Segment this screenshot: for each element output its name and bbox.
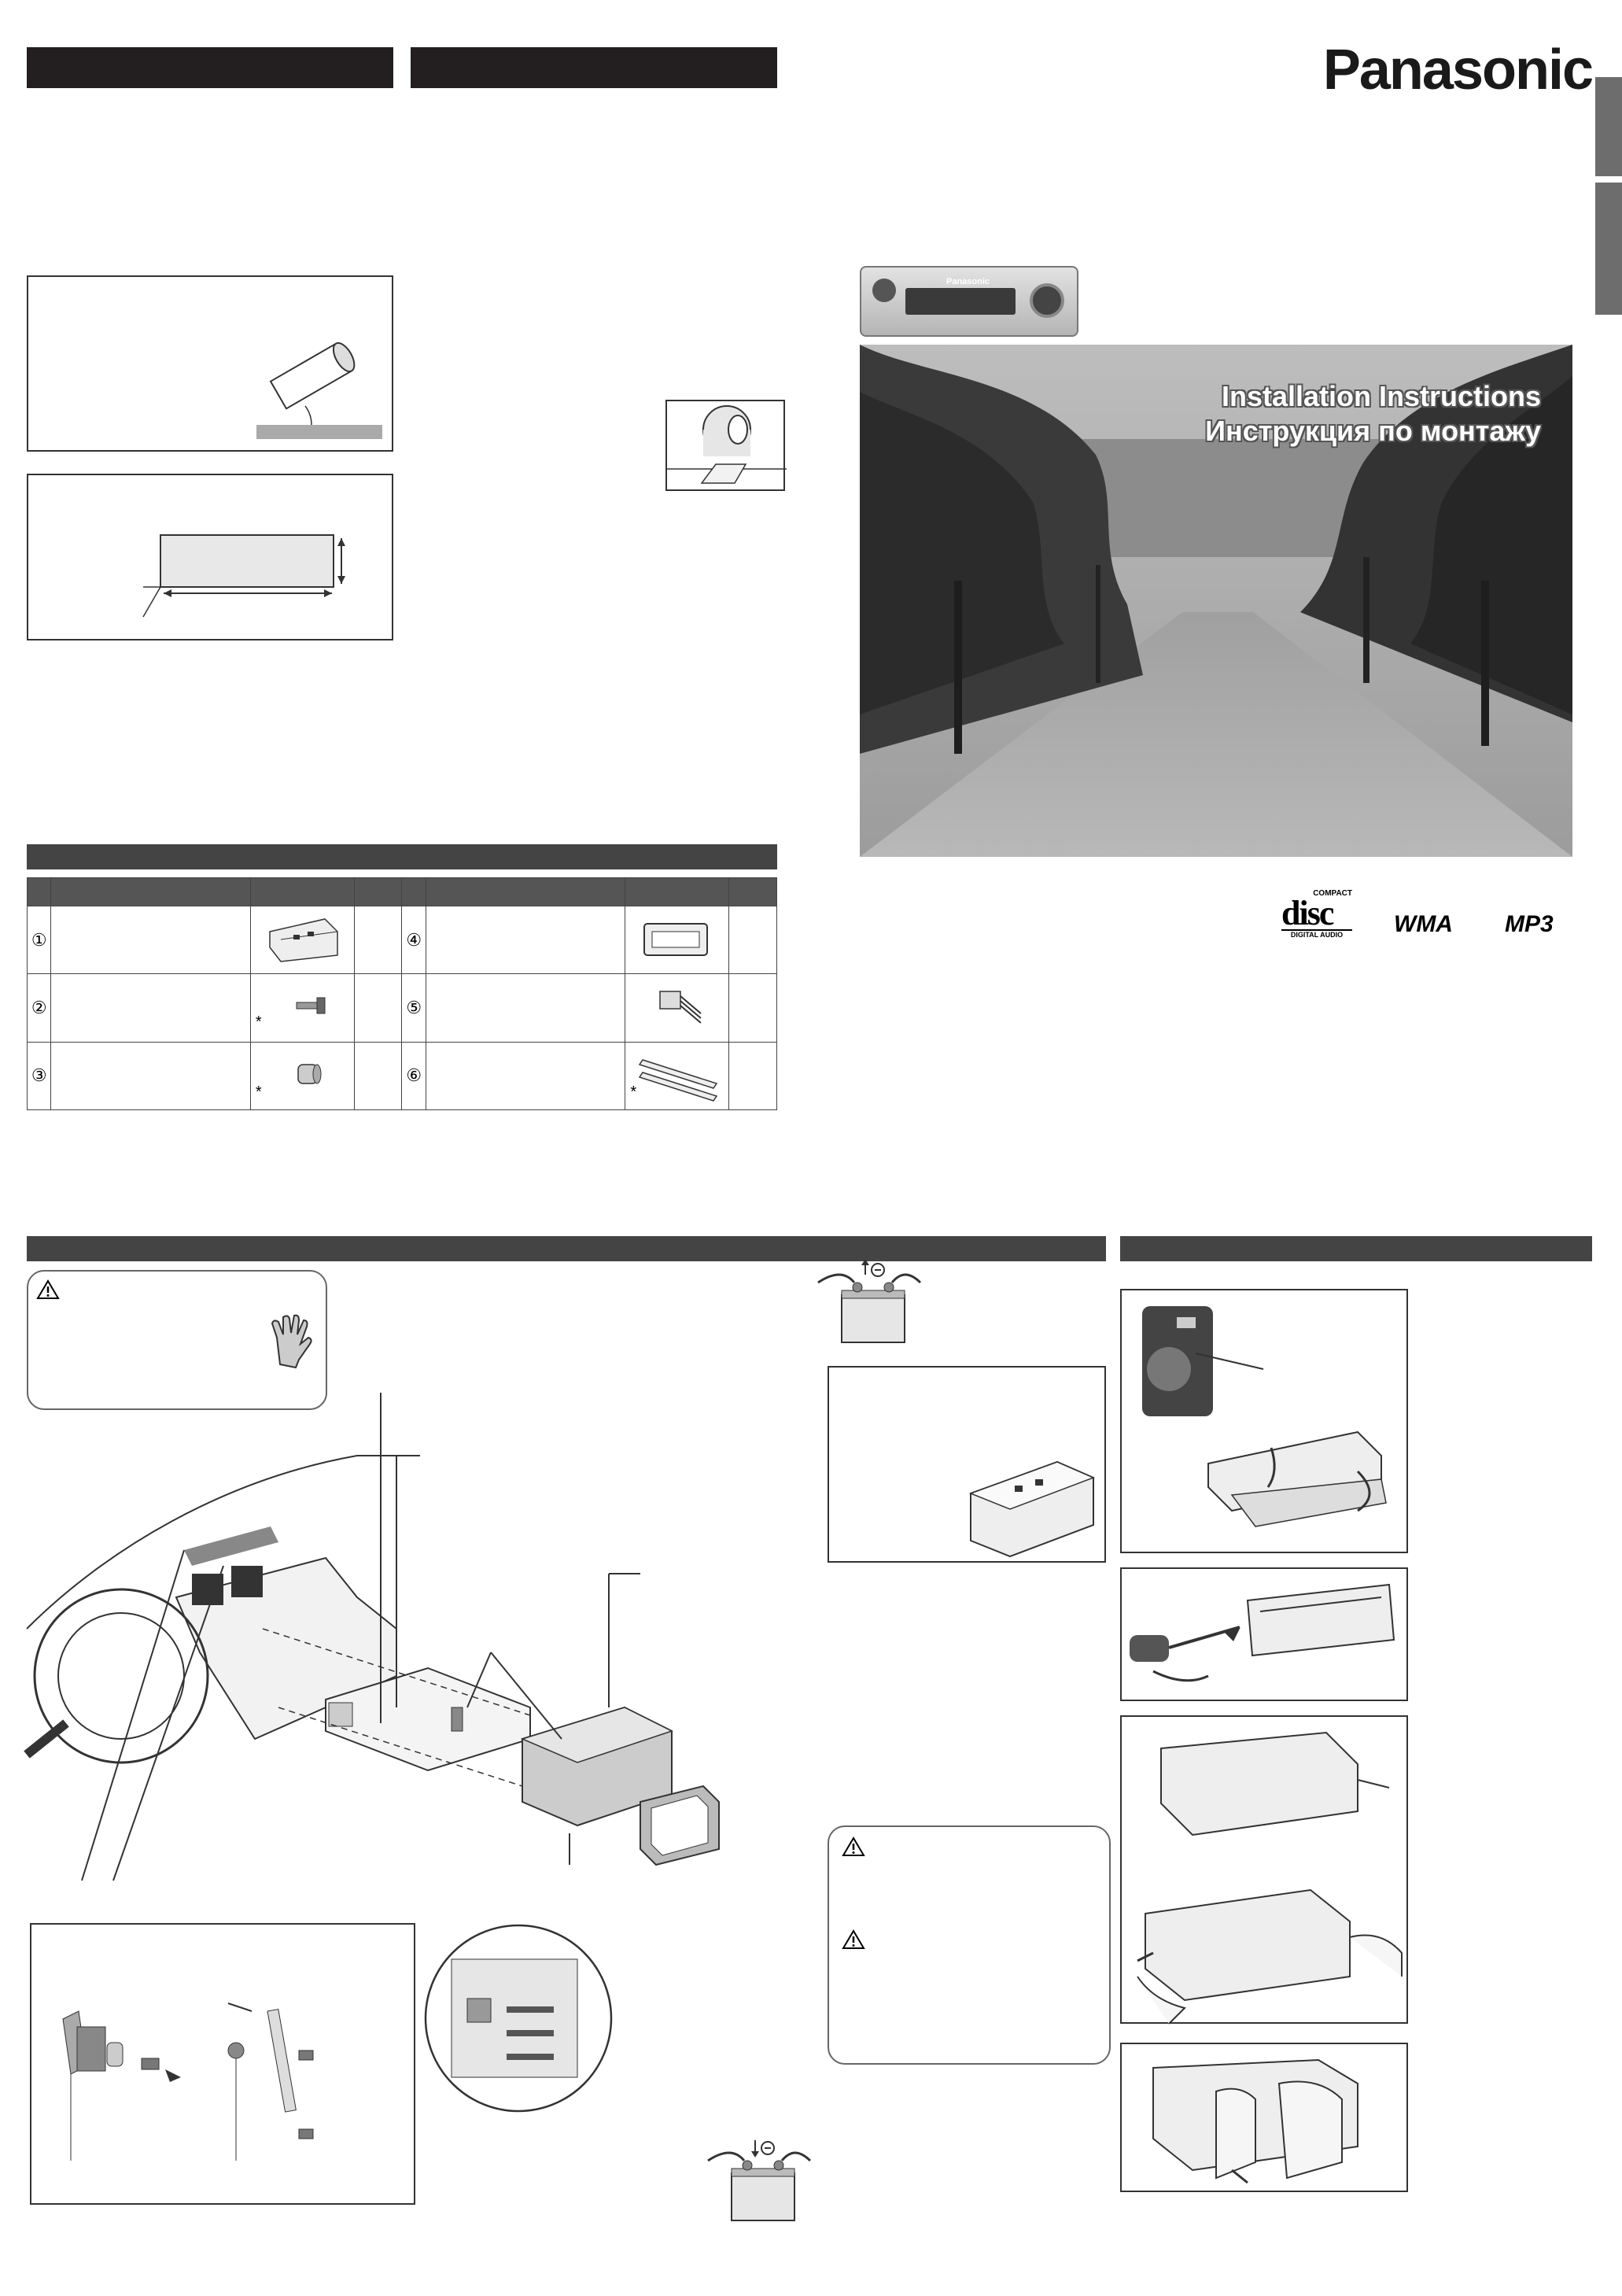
warning-triangle-icon [842, 1836, 865, 1857]
tilt-illustration [28, 277, 395, 453]
removal-step-4-box [1120, 2043, 1408, 2192]
parts-table [27, 877, 777, 1110]
table-row [28, 1042, 777, 1109]
disc-logo-bottom: DIGITAL AUDIO [1281, 929, 1352, 939]
battery-reconnect-icon [708, 2137, 810, 2231]
header-cell [426, 878, 625, 906]
tape-icon [667, 401, 787, 493]
hero-title-en: Installation Instructions [1221, 380, 1541, 412]
warning-glove-box [27, 1270, 327, 1410]
part-qty-cell [729, 906, 777, 974]
part-number: ③ [28, 1042, 51, 1109]
hero-title [1205, 379, 1541, 448]
header-bar-left [27, 47, 393, 88]
radio-brand-label: Panasonic [946, 277, 990, 286]
mounting-bolt-icon [293, 990, 333, 1021]
trim-plate-icon [636, 921, 715, 960]
collar-box [828, 1366, 1106, 1563]
removal-keys-icon [638, 1052, 724, 1099]
removal-section-bar [1120, 1236, 1592, 1261]
part-number: ④ [402, 906, 426, 974]
dimension-illustration [28, 475, 395, 642]
compact-disc-logo [1281, 889, 1352, 946]
screwdriver-icon [1122, 1569, 1410, 1703]
part-image-cell [625, 974, 729, 1042]
header-cell [402, 878, 426, 906]
removal-step-2-box [1120, 1567, 1408, 1701]
part-name-cell [426, 1042, 625, 1109]
warning-triangle-icon [842, 1929, 865, 1950]
mounting-collar-icon [262, 916, 341, 963]
header-cell [729, 878, 777, 906]
part-qty-cell [354, 1042, 402, 1109]
asterisk: * [255, 1013, 262, 1032]
faceplate-removal-illustration [1122, 1290, 1410, 1555]
rubber-bush-icon [293, 1058, 325, 1090]
part-number: ⑤ [402, 974, 426, 1042]
part-qty-cell [729, 1042, 777, 1109]
removal-step-3-box [1120, 1715, 1408, 2024]
installation-section-bar [27, 1236, 1106, 1261]
part-image-cell [250, 1042, 354, 1109]
dimension-box [27, 474, 393, 640]
wma-logo: WMA [1394, 911, 1453, 937]
bolt-detail-illustration [31, 1925, 417, 2206]
battery-disconnect-icon [818, 1259, 920, 1353]
asterisk: * [630, 1083, 637, 1101]
hero-title-ru: Инструкция по монтажу [1205, 415, 1541, 447]
part-name-cell [51, 906, 250, 974]
hero-photo [860, 345, 1572, 857]
part-image-cell [625, 906, 729, 974]
power-connector-icon [657, 987, 704, 1026]
pull-out-illustration [1122, 2044, 1410, 2194]
part-number: ⑥ [402, 1042, 426, 1109]
part-image-cell [250, 906, 354, 974]
installation-diagram [27, 1393, 813, 1881]
disc-logo-top: COMPACT [1313, 889, 1352, 898]
part-image-cell [625, 1042, 729, 1109]
parts-section-bar [27, 844, 777, 869]
tape-box [665, 400, 785, 491]
removal-step-1-box [1120, 1289, 1408, 1553]
part-name-cell [51, 1042, 250, 1109]
mp3-logo: MP3 [1505, 911, 1554, 937]
removal-keys-illustration [1122, 1717, 1410, 2025]
warning-triangle-icon [36, 1279, 60, 1300]
part-name-cell [426, 974, 625, 1042]
part-number: ① [28, 906, 51, 974]
mounting-collar-illustration [829, 1368, 1108, 1564]
asterisk: * [255, 1083, 262, 1101]
glove-icon [264, 1309, 319, 1372]
header-cell [51, 878, 250, 906]
table-row [28, 906, 777, 974]
header-cell [354, 878, 402, 906]
part-name-cell [51, 974, 250, 1042]
disc-logo-main: disc [1281, 894, 1333, 932]
header-cell [250, 878, 354, 906]
brand-logo: Panasonic [1322, 39, 1592, 102]
radio-unit-photo [860, 266, 1078, 337]
part-qty-cell [354, 974, 402, 1042]
magnifier-detail [420, 1920, 617, 2117]
part-qty-cell [729, 974, 777, 1042]
bolt-detail-box [30, 1923, 415, 2205]
tilt-angle-box [27, 275, 393, 452]
side-tab-bottom [1595, 183, 1622, 315]
header-cell [28, 878, 51, 906]
header-bar-right [411, 47, 777, 88]
header-cell [625, 878, 729, 906]
part-name-cell [426, 906, 625, 974]
table-row [28, 974, 777, 1042]
warning-box-right [828, 1825, 1111, 2065]
part-qty-cell [354, 906, 402, 974]
parts-table-header [28, 878, 777, 906]
part-number: ② [28, 974, 51, 1042]
part-image-cell [250, 974, 354, 1042]
side-tab-top [1595, 77, 1622, 176]
